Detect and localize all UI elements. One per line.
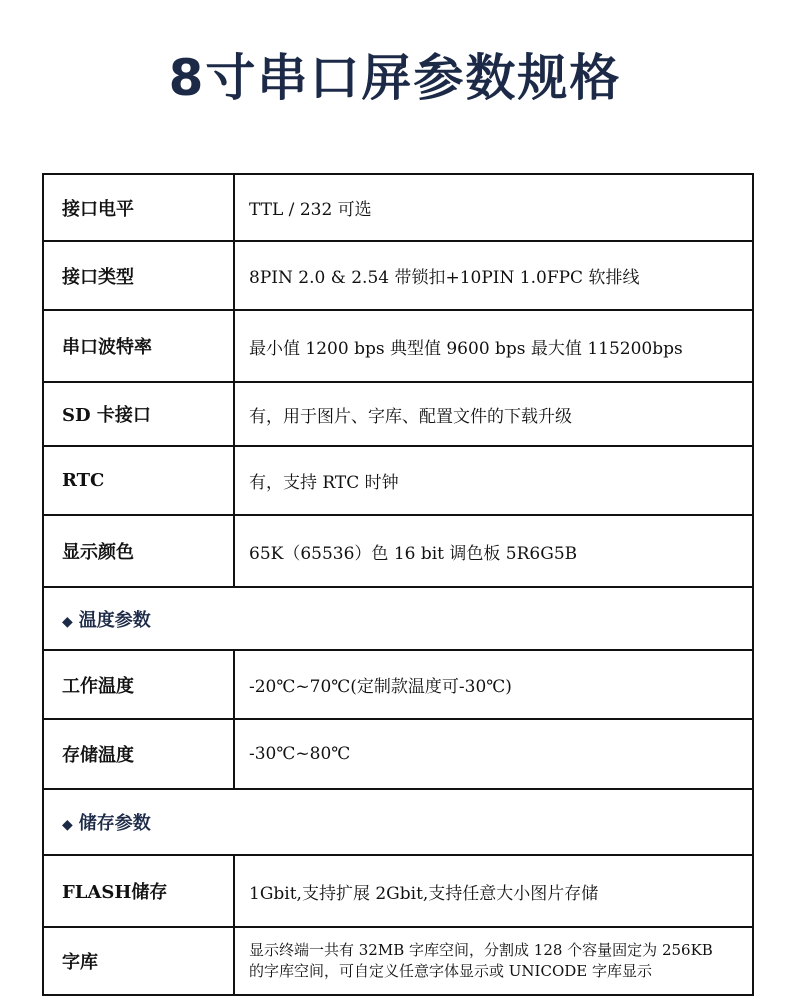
- row-label: 字库: [43, 927, 234, 995]
- table-row: [43, 650, 753, 719]
- section-row: [43, 789, 753, 855]
- row-value: -20℃~70℃(定制款温度可-30℃): [234, 650, 753, 719]
- row-value: 有，用于图片、字库、配置文件的下载升级: [234, 382, 753, 446]
- section-header: [43, 587, 753, 650]
- table-row: [43, 174, 753, 241]
- row-value: 1Gbit,支持扩展 2Gbit,支持任意大小图片存储: [234, 855, 753, 927]
- row-label: SD 卡接口: [43, 382, 234, 446]
- page-title: 8寸串口屏参数规格: [168, 49, 622, 107]
- table-row: [43, 855, 753, 927]
- row-label: RTC: [43, 446, 234, 515]
- table-row: [43, 310, 753, 382]
- section-title: 温度参数: [78, 609, 151, 631]
- row-label: 显示颜色: [43, 515, 234, 587]
- row-label: FLASH储存: [43, 855, 234, 927]
- diamond-icon: ◆: [62, 817, 73, 833]
- row-value: TTL / 232 可选: [234, 174, 753, 241]
- spec-table: [42, 173, 754, 996]
- row-label: 工作温度: [43, 650, 234, 719]
- row-label: 接口电平: [43, 174, 234, 241]
- table-row: [43, 446, 753, 515]
- table-row: [43, 515, 753, 587]
- table-row: [43, 382, 753, 446]
- diamond-icon: ◆: [62, 613, 73, 630]
- table-row: [43, 927, 753, 995]
- row-label: 存储温度: [43, 719, 234, 789]
- section-title: 储存参数: [78, 813, 151, 834]
- row-label: 串口波特率: [43, 310, 234, 382]
- row-value: 有，支持 RTC 时钟: [234, 446, 753, 515]
- row-value: 最小值 1200 bps 典型值 9600 bps 最大值 115200bps: [234, 310, 753, 382]
- row-value: -30℃~80℃: [234, 719, 753, 789]
- section-row: [43, 587, 753, 650]
- table-row: [43, 241, 753, 310]
- table-row: [43, 719, 753, 789]
- section-header: [43, 789, 753, 855]
- row-value: [234, 927, 753, 995]
- row-value: 8PIN 2.0 & 2.54 带锁扣+10PIN 1.0FPC 软排线: [234, 241, 753, 310]
- row-value: 65K（65536）色 16 bit 调色板 5R6G5B: [234, 515, 753, 587]
- row-value-line: 显示终端一共有 32MB 字库空间，分割成 128 个容量固定为 256KB: [249, 941, 713, 959]
- row-label: 接口类型: [43, 241, 234, 310]
- row-value-line: 的字库空间，可自定义任意字体显示或 UNICODE 字库显示: [249, 962, 652, 980]
